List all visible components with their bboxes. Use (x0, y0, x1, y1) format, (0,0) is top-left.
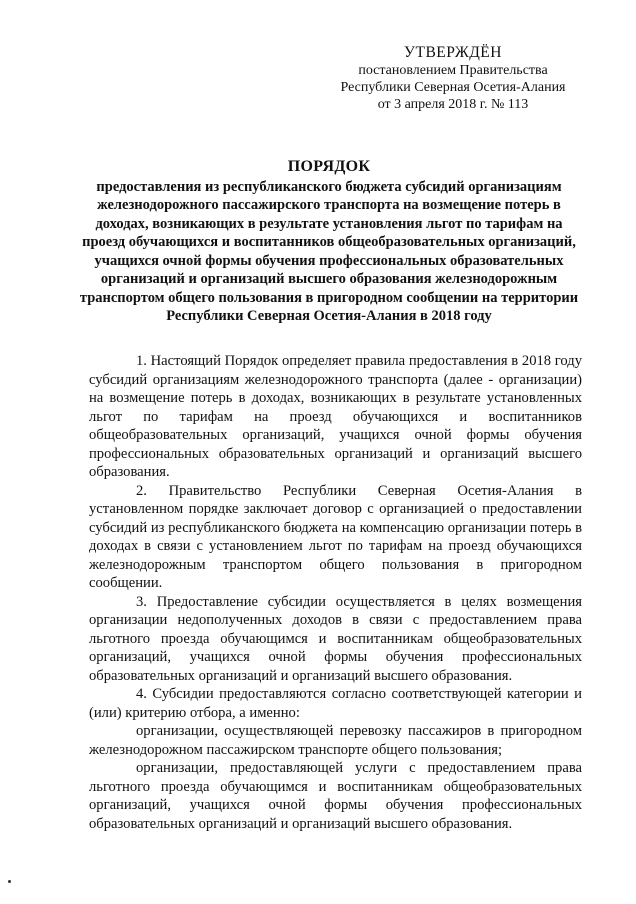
paragraph-4-item-2: организации, предоставляющей услуги с предоставлением права льготного проезда обучающимся и воспитанникам общеобразовательных организаций, учащихся очной формы обучения профессиональных образовательных организаций и организаций высшего образования. (89, 760, 582, 832)
paragraph-2: 2. Правительство Республики Северная Осетия-Алания в установленном порядке заключает договор с организацией о предоставлении субсидий из республиканского бюджета на компенсацию организации потерь в доходах в связи с установлением льгот по тарифам на проезд обучающихся железнодорожным транспортом общего пользования в пригородном сообщении. (89, 482, 582, 591)
approval-stamp (318, 44, 588, 113)
document-title-block (76, 158, 582, 326)
paragraph-1: 1. Настоящий Порядок определяет правила предоставления в 2018 году субсидий организациям железнодорожного транспорта (далее - организации) на возмещение потерь в доходах, возникающих в результате установленных льгот по тарифам на проезд обучающихся и воспитанников общеобразовательных организаций, учащихся очной формы обучения профессиональных образовательных организаций и организаций высшего образования. (89, 353, 582, 480)
paragraph-3: 3. Предоставление субсидии осуществляется в целях возмещения организации недополученных доходов в связи с предоставлением права льготного проезда обучающимся и воспитанникам общеобразовательных организаций, учащихся очной формы обучения профессиональных образовательных организаций и организаций высшего образования. (89, 593, 582, 684)
paragraph-4-item-1: организации, осуществляющей перевозку пассажиров в пригородном железнодорожном пассажирском транспорте общего пользования; (89, 723, 582, 758)
approval-heading: УТВЕРЖДЁН (404, 44, 502, 61)
document-subtitle: предоставления из республиканского бюджета субсидий организациям железнодорожного пассажирского транспорта на возмещение потерь в доходах, возникающих в результате установления льгот по тарифам на проезд обучающихся и воспитанников общеобразовательных организаций, учащихся очной формы обучения профессиональных образовательных организаций и организаций высшего образования железнодорожным транспортом общего пользования в пригородном сообщении на территории Республики Северная Осетия-Алания в 2018 году (79, 178, 579, 324)
document-body (89, 352, 582, 833)
scan-artifact-dot (8, 880, 11, 883)
approval-line-2: Республики Северная Осетия-Алания (340, 80, 566, 95)
approval-line-1: постановлением Правительства (358, 63, 548, 78)
approval-line-3: от 3 апреля 2018 г. № 113 (377, 97, 529, 112)
document-title: ПОРЯДОК (287, 158, 371, 175)
paragraph-4: 4. Субсидии предоставляются согласно соответствующей категории и (или) критерию отбора, а именно: (89, 686, 582, 721)
